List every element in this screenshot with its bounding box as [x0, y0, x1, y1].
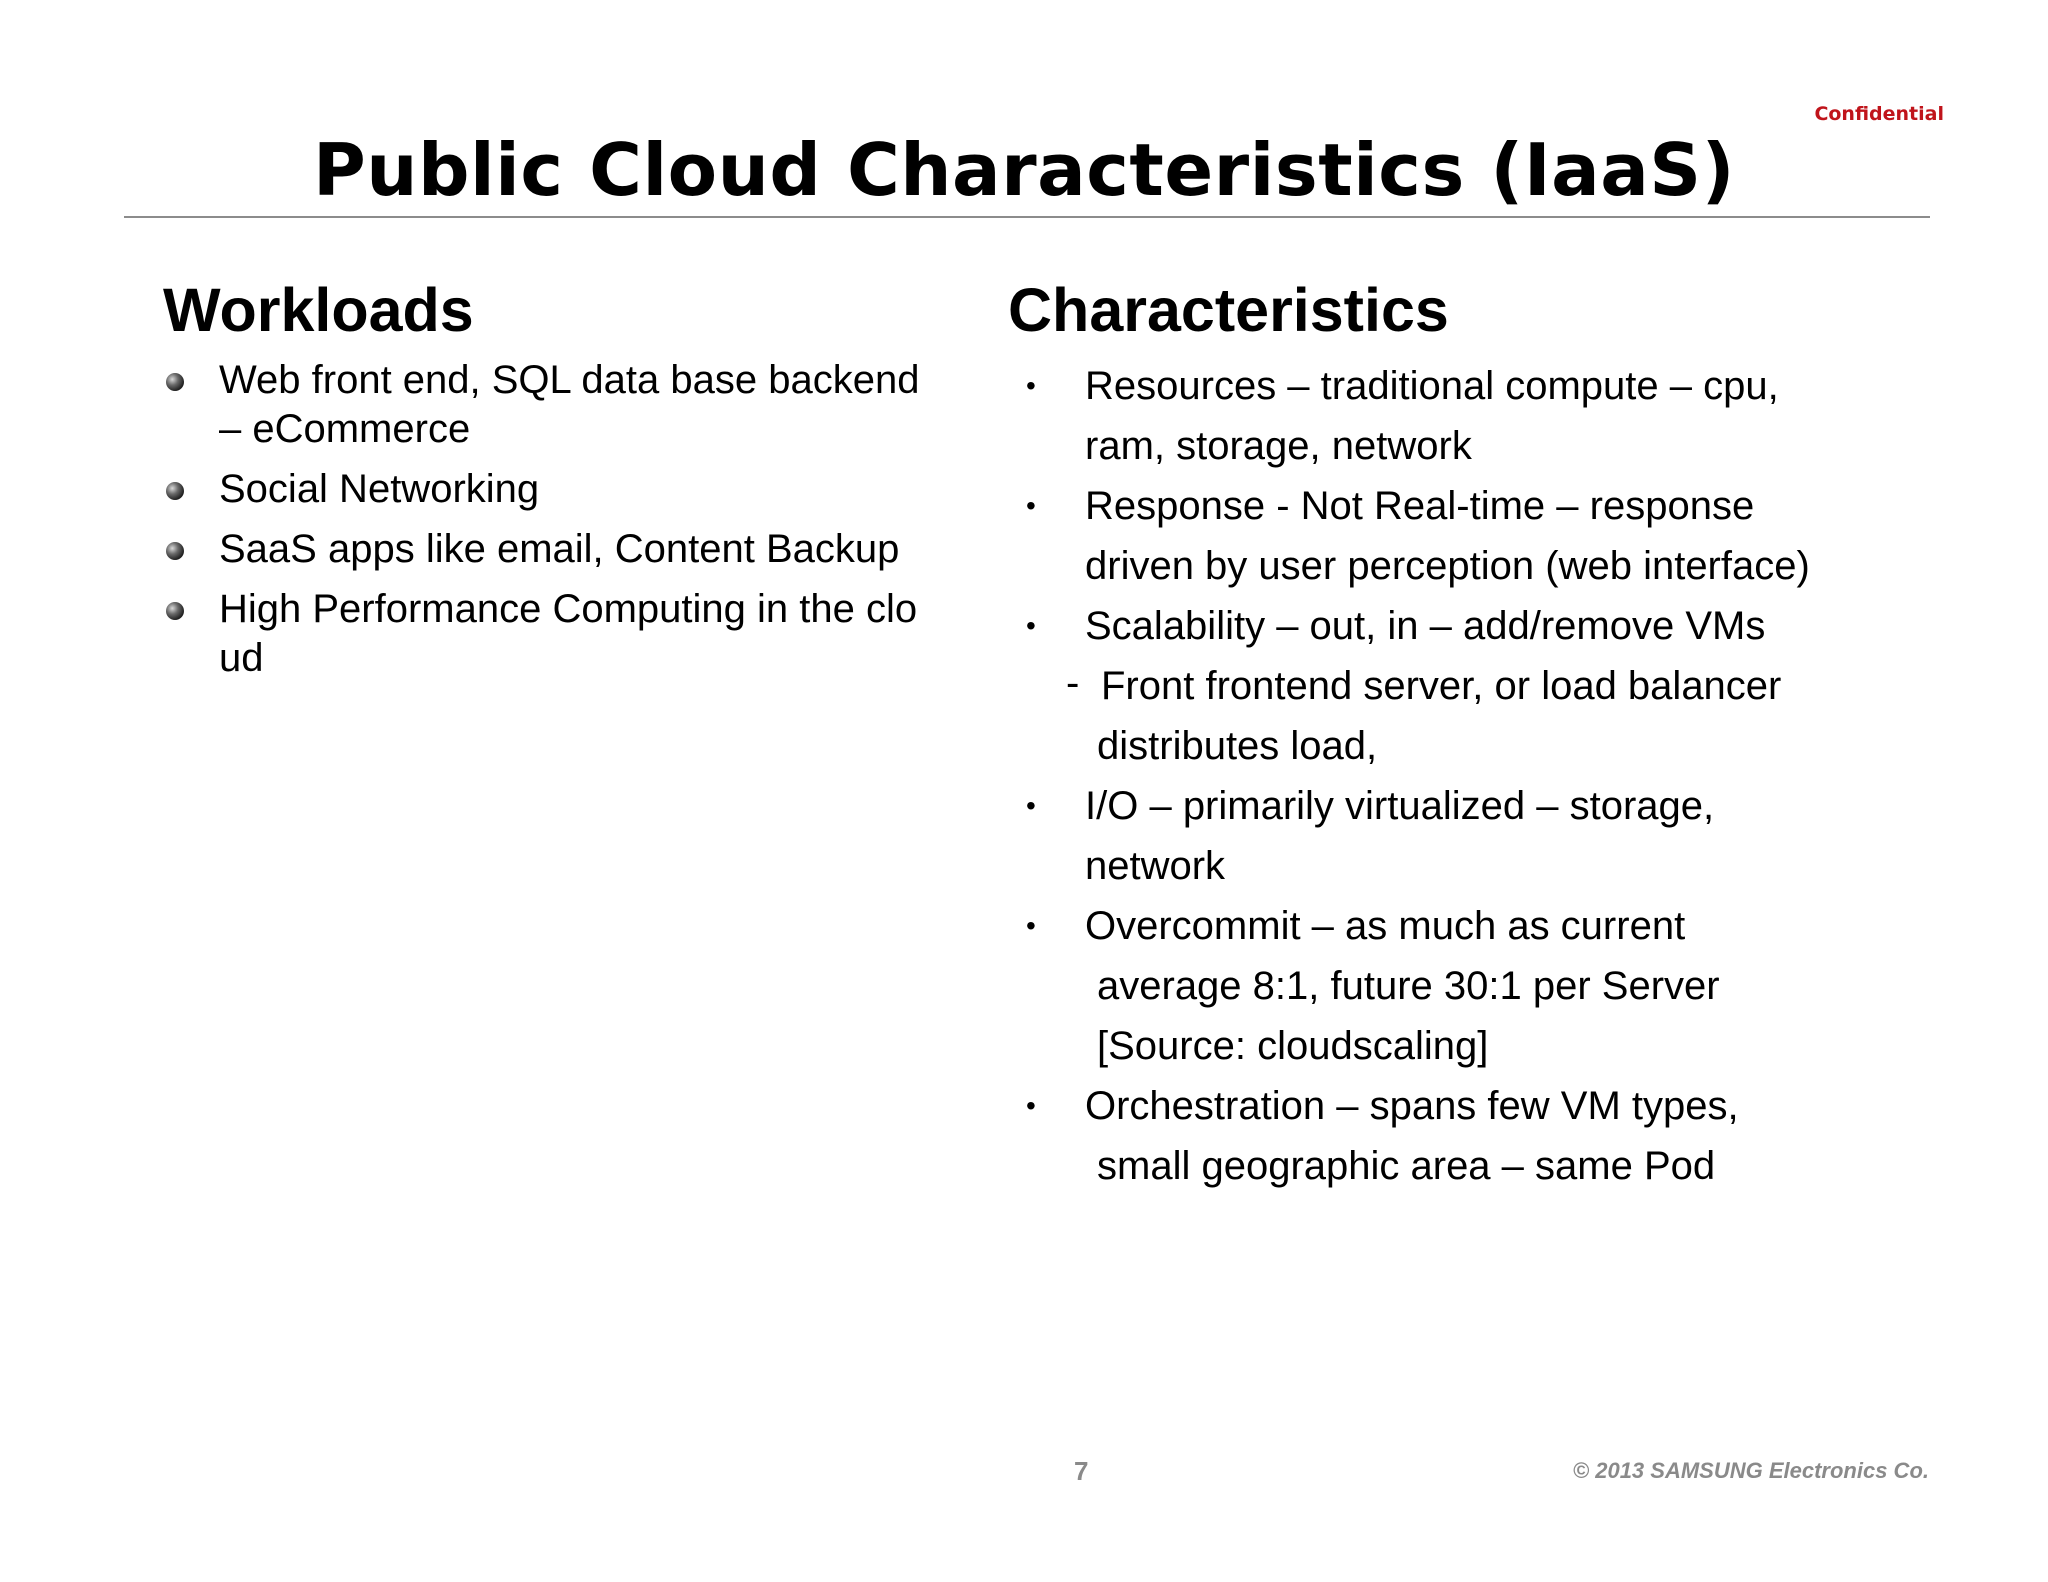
characteristic-item — [1020, 776, 1920, 836]
bullet-icon — [166, 542, 184, 560]
bullet-dot-icon: • — [1026, 610, 1036, 641]
characteristic-continuation — [1020, 1136, 1920, 1196]
page-number: 7 — [1074, 1456, 1089, 1486]
bullet-icon — [166, 602, 184, 620]
characteristic-line: Response - Not Real-time – response — [1085, 484, 1755, 528]
characteristic-line: [Source: cloudscaling] — [1097, 1024, 1489, 1068]
characteristic-line: Orchestration – spans few VM types, — [1085, 1084, 1739, 1128]
workload-line: – eCommerce — [219, 407, 471, 451]
characteristic-item — [1020, 476, 1920, 536]
copyright-notice: © 2013 SAMSUNG Electronics Co. — [1572, 1458, 1929, 1483]
characteristics-list — [1020, 356, 1920, 1196]
workload-item — [163, 356, 963, 454]
slide-title: Public Cloud Characteristics (IaaS) — [312, 128, 1736, 212]
bullet-dot-icon: • — [1026, 790, 1036, 821]
bullet-icon — [166, 482, 184, 500]
characteristics-heading: Characteristics — [1008, 276, 1449, 344]
workload-line: SaaS apps like email, Content Backup — [219, 527, 900, 571]
workload-line: ud — [219, 636, 264, 680]
characteristic-item — [1020, 896, 1920, 956]
characteristic-item — [1020, 1076, 1920, 1136]
title-divider — [124, 216, 1930, 218]
characteristic-continuation — [1020, 716, 1920, 776]
characteristic-continuation — [1020, 536, 1920, 596]
confidential-label: Confidential — [1814, 103, 1944, 125]
characteristic-subitem — [1020, 656, 1920, 716]
workload-item — [163, 465, 963, 514]
workload-line: Social Networking — [219, 467, 540, 511]
characteristic-continuation — [1020, 416, 1920, 476]
characteristic-line: Front frontend server, or load balancer — [1101, 664, 1782, 708]
characteristic-line: small geographic area – same Pod — [1097, 1144, 1716, 1188]
bullet-dot-icon: • — [1026, 910, 1036, 941]
characteristic-continuation — [1020, 1016, 1920, 1076]
dash-icon: - — [1066, 661, 1080, 705]
characteristic-line: distributes load, — [1097, 724, 1378, 768]
characteristic-line: Overcommit – as much as current — [1085, 904, 1686, 948]
characteristic-line: I/O – primarily virtualized – storage, — [1085, 784, 1715, 828]
workload-item — [163, 525, 963, 574]
characteristic-line: Resources – traditional compute – cpu, — [1085, 364, 1779, 408]
bullet-icon — [166, 373, 184, 391]
workload-line: High Performance Computing in the clo — [219, 587, 918, 631]
characteristic-item — [1020, 356, 1920, 416]
characteristic-line: ram, storage, network — [1085, 424, 1472, 468]
workloads-heading: Workloads — [163, 276, 474, 344]
characteristic-item — [1020, 596, 1920, 656]
bullet-dot-icon: • — [1026, 490, 1036, 521]
characteristic-continuation — [1020, 956, 1920, 1016]
workload-item — [163, 585, 963, 683]
workload-line: Web front end, SQL data base backend — [219, 358, 920, 402]
characteristic-line: network — [1085, 844, 1226, 888]
characteristic-continuation — [1020, 836, 1920, 896]
characteristic-line: driven by user perception (web interface) — [1085, 544, 1810, 588]
bullet-dot-icon: • — [1026, 1090, 1036, 1121]
workloads-list — [163, 356, 963, 694]
characteristic-line: Scalability – out, in – add/remove VMs — [1085, 604, 1766, 648]
bullet-dot-icon: • — [1026, 370, 1036, 401]
characteristic-line: average 8:1, future 30:1 per Server — [1097, 964, 1720, 1008]
